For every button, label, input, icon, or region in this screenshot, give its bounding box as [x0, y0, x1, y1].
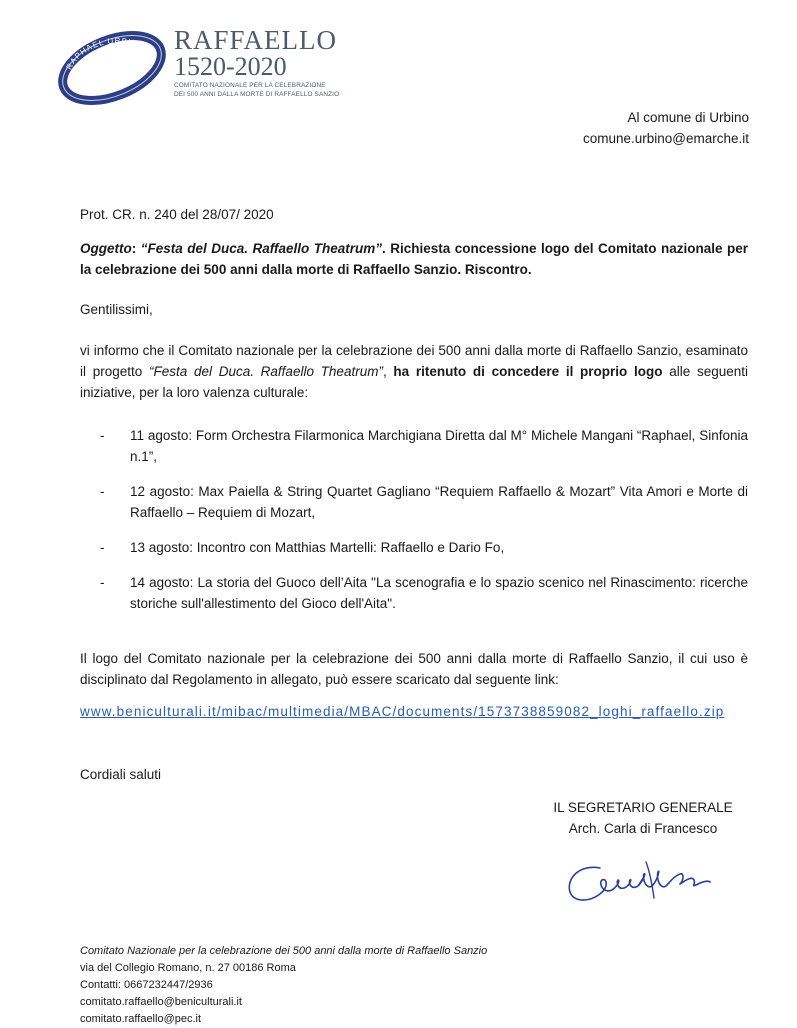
committee-logo	[50, 20, 380, 110]
subject-rest: . Richiesta concessione logo del Comitato nazionale per la celebrazione dei 500 anni dalla morte di Raffaello Sanzio. Riscontro.	[80, 241, 748, 277]
intro-text-2: ,	[382, 364, 394, 379]
ring-emblem-icon	[50, 20, 175, 115]
logo-download-link[interactable]: www.beniculturali.it/mibac/multimedia/MBAC/documents/1573738859082_loghi_raffaello.zip	[80, 704, 725, 719]
recipient-block	[583, 107, 749, 149]
list-dash: -	[100, 428, 105, 443]
logo-usage-paragraph: Il logo del Comitato nazionale per la celebrazione dei 500 anni dalla morte di Raffaello Sanzio, il cui uso è disciplinato dal Regolamento in allegato, può essere scaricato dal seguente link:	[80, 651, 748, 687]
signatory-name: Arch. Carla di Francesco	[568, 821, 718, 836]
closing-salutation: Cordiali saluti	[80, 767, 162, 782]
signatory-block	[548, 797, 738, 839]
logo-subtitle-line2: DEI 500 ANNI DALLA MORTE DI RAFFAELLO SANZIO	[174, 91, 340, 98]
signatory-role: IL SEGRETARIO GENERALE	[553, 800, 733, 815]
recipient-email: comune.urbino@emarche.it	[582, 131, 749, 146]
list-dash: -	[100, 540, 105, 555]
list-item	[100, 537, 748, 558]
greeting: Gentilissimi,	[80, 302, 153, 317]
event-text: 13 agosto: Incontro con Matthias Martelli: Raffaello e Dario Fo,	[130, 540, 505, 555]
recipient-name: Al comune di Urbino	[627, 110, 749, 125]
footer-contacts	[80, 943, 487, 1028]
footer-pec: comitato.raffaello@pec.it	[80, 1013, 202, 1025]
intro-text-3: alle seguenti iniziative, per la loro valenza culturale:	[80, 364, 748, 400]
footer-phone: Contatti: 0667232447/2936	[80, 979, 213, 991]
intro-text-1: vi informo che il Comitato nazionale per la celebrazione dei 500 anni dalla morte di Raffaello Sanzio, esaminato il progetto	[80, 343, 748, 379]
logo-subtitle-line1: COMITATO NAZIONALE PER LA CELEBRAZIONE	[174, 82, 326, 89]
svg-text:RAPHAEL URBINAS	[64, 36, 152, 71]
subject-title: “Festa del Duca. Raffaello Theatrum”	[140, 241, 382, 256]
list-dash: -	[100, 484, 105, 499]
intro-project-title: “Festa del Duca. Raffaello Theatrum”	[148, 364, 383, 379]
logo-title: RAFFAELLO	[174, 25, 338, 55]
list-item	[100, 481, 748, 523]
event-text: 11 agosto: Form Orchestra Filarmonica Marchigiana Diretta dal M° Michele Mangani “Raphael, Sinfonia n.1”,	[130, 428, 748, 464]
list-dash: -	[100, 575, 105, 590]
intro-paragraph	[80, 340, 748, 403]
subject-line	[80, 238, 748, 280]
subject-label: Oggetto	[80, 241, 132, 256]
intro-bold-decision: ha ritenuto di concedere il proprio logo	[393, 364, 663, 379]
events-list	[100, 425, 748, 628]
list-item	[100, 572, 748, 614]
handwritten-signature	[560, 850, 730, 925]
protocol-number: Prot. CR. n. 240 del 28/07/ 2020	[80, 207, 274, 222]
footer-committee: Comitato Nazionale per la celebrazione dei 500 anni dalla morte di Raffaello Sanzio	[80, 945, 488, 957]
event-text: 14 agosto: La storia del Guoco dell’Aita "La scenografia e lo spazio scenico nel Rinascimento: ricerche storiche sull'allestimento del Gioco dell'Aita".	[130, 575, 748, 611]
event-text: 12 agosto: Max Paiella & String Quartet Gagliano “Requiem Raffaello & Mozart” Vita Amori e Morte di Raffaello – Requiem di Mozart,	[130, 484, 748, 520]
footer-address: via del Collegio Romano, n. 27 00186 Roma	[80, 962, 296, 974]
logo-ring-text: RAPHAEL URBINAS	[64, 36, 153, 72]
list-item	[100, 425, 748, 467]
footer-email: comitato.raffaello@beniculturali.it	[80, 996, 242, 1008]
logo-years: 1520-2020	[174, 52, 287, 81]
subject-separator: :	[131, 241, 141, 256]
